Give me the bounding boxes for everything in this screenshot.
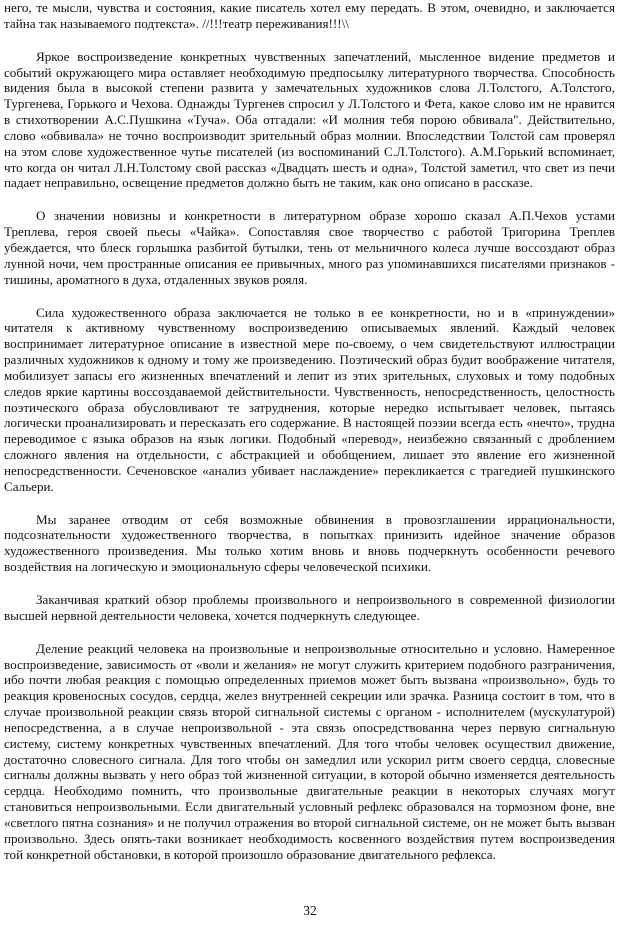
paragraph-gap bbox=[4, 624, 615, 641]
paragraph-continuation: него, те мысли, чувства и состояния, какие писатель хотел ему передать. В этом, очевидно, и заключается тайна так называемого подтекста». //!!!театр переживания!!!\\ bbox=[4, 0, 615, 31]
paragraph-gap bbox=[4, 288, 615, 305]
page-body bbox=[4, 0, 615, 863]
paragraph-disclaimer: Мы заранее отводим от себя возможные обвинения в провозглашении иррациональности, подсознательности художественного творчества, в попытках принизить идейное значение образов художественного произведения. Мы только хотим вновь и вновь подчеркнуть особенности речевого воздействия на логическую и эмоциональную сферы человеческой психики. bbox=[4, 511, 615, 575]
paragraph-image-power: Сила художественного образа заключается не только в ее конкретности, но и в «принуждении» читателя к активному чувственному воспроизведению описываемых явлений. Каждый человек воспринимает литературное описание в известной мере по-своему, о чем свидетельствуют иллюстрации различных художников к одному и тому же произведению. Поэтический образ будит воображение читателя, мобилизует запасы его жизненных впечатлений и лепит из этих зрительных, слуховых и тому подобных следов яркие картины воссоздаваемой действительности. Чувственность, непосредственность, целостность поэтического образа обусловливают те затруднения, которые нередко испытывает человек, пытаясь логически проанализировать и пересказать его содержание. В настоящей поэзии всегда есть «нечто», трудна переводимое с языка образов на язык логики. Подобный «перевод», неизбежно связанный с дроблением сложного явления на отдельности, с абстракцией и обобщением, лишает это явление его жизненной непосредственности. Сеченовское «анализ убивает наслаждение» перекликается с трагедией пушкинского Сальери. bbox=[4, 304, 615, 494]
paragraph-gap bbox=[4, 191, 615, 208]
page-number: 32 bbox=[303, 903, 317, 918]
paragraph-gap bbox=[4, 495, 615, 512]
paragraph-gap bbox=[4, 575, 615, 592]
paragraph-reactions: Деление реакций человека на произвольные и непроизвольные относительно и условно. Намеренное воспроизведение, зависимость от «воли и желания» не могут служить критерием подобного разграничения, ибо почти любая реакция с помощью определенных приемов может быть вызвана «произвольно», будь то реакция кровеносных сосудов, сердца, желез внутренней секреции или зрачка. Разница состоит в том, что в случае произвольной реакции связь второй сигнальной системы с органом - исполнителем (мускулатурой) непосредственна, а в случае непроизвольной - эта связь опосредствованна через первую сигнальную систему, систему конкретных чувственных впечатлений. Для того чтобы человек осуществил движение, достаточно словесного сигнала. Для того чтобы он замедлил или ускорил ритм своего сердца, словесные сигналы должны вызвать у него образ той жизненной ситуации, в которой обычно изменяется деятельность сердца. Необходимо помнить, что произвольные двигательные реакции в некоторых случаях могут становиться непроизвольными. Если двигательный условный рефлекс образовался на тормозном фоне, вне «светлого пятна сознания» и не получил отражения во второй сигнальной системе, он не может быть вызван произвольно. Здесь опять-таки возникает необходимость косвенного воздействия путем воспроизведения той конкретной обстановки, в которой произошло образование двигательного рефлекса. bbox=[4, 640, 615, 862]
paragraph-summary-intro: Заканчивая краткий обзор проблемы произвольного и непроизвольного в современной физиологии высшей нервной деятельности человека, хочется подчеркнуть следующее. bbox=[4, 592, 615, 623]
paragraph-gap bbox=[4, 32, 615, 49]
paragraph-vision: Яркое воспроизведение конкретных чувственных запечатлений, мысленное видение предметов и событий окружающего мира оставляет необходимую предпосылку литературного творчества. Способность видения была в высокой степени развита у замечательных художников слова Л.Толстого, А.Толстого, Тургенева, Горького и Чехова. Однажды Тургенев спросил у Л.Толстого и Фета, какое слово им не нравится в стихотворении А.С.Пушкина «Туча». Оба отгадали: «И молния тебя порою обвивала". Действительно, слово «обвивала» не точно воспроизводит зрительный образ молнии. Впоследствии Толстой сам проверял на этом слове художественное чутье писателей (из воспоминаний С.Л.Толстого). А.М.Горький вспоминает, что когда он читал Л.Н.Толстому свой рассказ «Двадцать шесть и одна», Толстой заметил, что свет из печи падает неправильно, освещение предметов должно быть не таким, как оно описано в рассказе. bbox=[4, 48, 615, 191]
paragraph-chekhov: О значении новизны и конкретности в литературном образе хорошо сказал А.П.Чехов устами Треплева, героя своей пьесы «Чайка». Сопоставляя свое творчество с работой Тригорина Треплев убеждается, что блеск горлышка разбитой бутылки, тень от мельничного колеса лучше воссоздают образ лунной ночи, чем пространные описания ее привычных, много раз упоминавшихся писателями признаков - тишины, ароматного в духа, отдаленных звуков рояля. bbox=[4, 208, 615, 287]
